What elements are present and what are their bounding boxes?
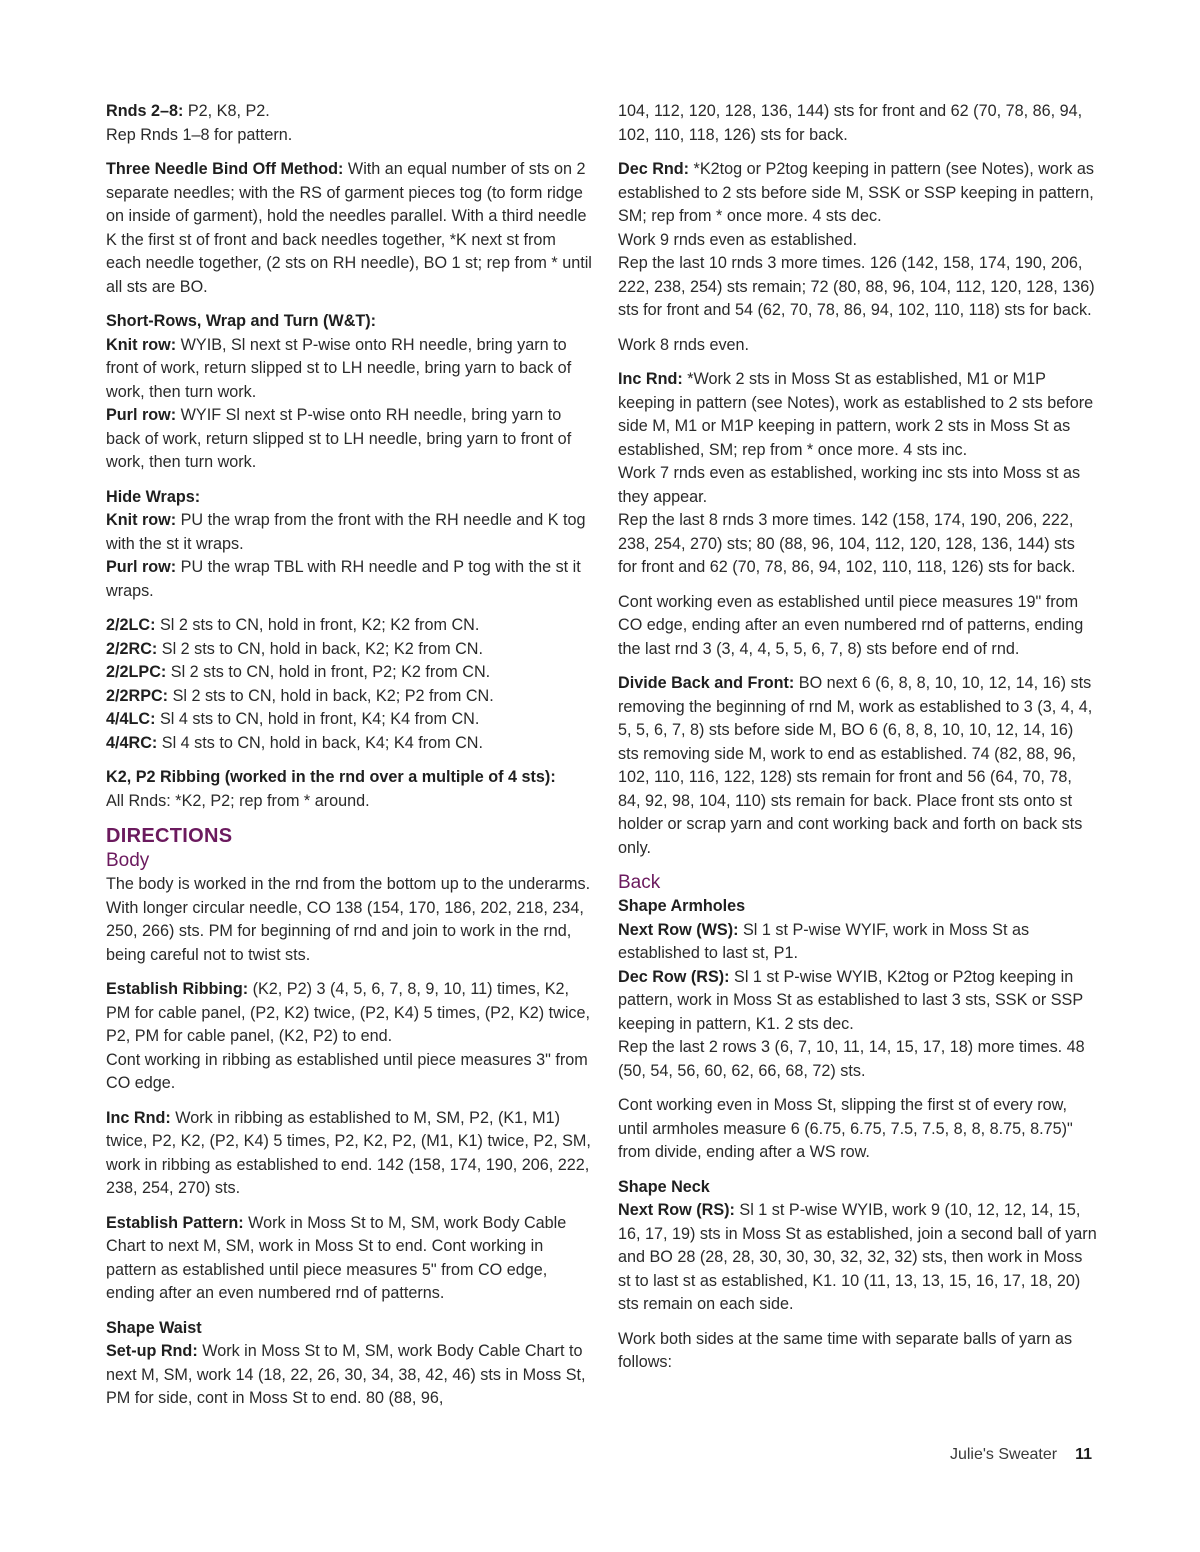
dec-rnd-work: Work 9 rnds even as established. xyxy=(618,230,858,249)
shape-neck-heading: Shape Neck xyxy=(618,1177,710,1196)
dec-rnd-label: Dec Rnd: xyxy=(618,160,690,178)
cable-label: 4/4LC: xyxy=(106,710,156,728)
establish-ribbing-text: (K2, P2) 3 (4, 5, 6, 7, 8, 9, 10, 11) times, K2, PM for cable panel, (P2, K2) twice, (P2, K4) 5 times, (P2, K2) twice, P2, PM for cable panel, (K2, P2) to end. xyxy=(106,980,591,1045)
dec-rnd-text: *K2tog or P2tog keeping in pattern (see Notes), work as established to 2 sts before side M, SSK or SSP keeping in pattern, SM; rep from * once more. 4 sts dec. xyxy=(618,160,1094,225)
hide-wraps-block xyxy=(106,486,594,604)
hide-wraps-purl-text: PU the wrap TBL with RH needle and P tog with the st it wraps. xyxy=(106,558,581,600)
page-footer xyxy=(950,1446,1092,1464)
rnds-2-8-text: P2, K8, P2. xyxy=(183,102,270,120)
work-8-rnds-block xyxy=(618,334,1098,358)
page-number: 11 xyxy=(1075,1446,1092,1463)
cable-label: 2/2RPC: xyxy=(106,686,169,705)
three-needle-bind-off-label: Three Needle Bind Off Method: xyxy=(106,160,344,178)
cont-even-block xyxy=(618,591,1098,662)
short-rows-knit-row xyxy=(106,334,594,405)
dec-rnd-line xyxy=(618,158,1098,229)
establish-ribbing-line xyxy=(106,978,594,1049)
dec-row-rs-line xyxy=(618,966,1098,1037)
shape-waist-block xyxy=(106,1317,594,1411)
three-needle-bind-off-text: With an equal number of sts on 2 separate needles; with the RS of garment pieces tog (to form ridge on inside of garment), hold the needles parallel. With a third needle K the first st of front and back needles together, *K next st from each needle together, (2 sts on RH needle), BO 1 st; rep from * until all sts are BO. xyxy=(106,160,592,296)
moss-cont-text: Cont working even in Moss St, slipping the first st of every row, until armholes measure 6 (6.75, 6.75, 7.5, 7.5, 8, 8, 8.75, 8.75)" from divide, ending after a WS row. xyxy=(618,1096,1073,1161)
shape-neck-block xyxy=(618,1176,1098,1317)
ribbing-text: All Rnds: *K2, P2; rep from * around. xyxy=(106,791,370,810)
cable-2-2lpc xyxy=(106,661,594,685)
cable-text: Sl 4 sts to CN, hold in front, K4; K4 from CN. xyxy=(155,710,480,728)
next-row-ws-line xyxy=(618,919,1098,966)
body-intro-text: The body is worked in the rnd from the bottom up to the underarms. xyxy=(106,875,591,893)
cable-label: 2/2LC: xyxy=(106,616,156,634)
inc-rnd-line xyxy=(618,368,1098,462)
short-rows-knit-text: WYIB, Sl next st P-wise onto RH needle, bring yarn to front of work, return slipped st to LH needle, bring yarn to back of work, then turn work. xyxy=(106,335,572,401)
dec-rnd-repeat: Rep the last 10 rnds 3 more times. 126 (142, 158, 174, 190, 206, 222, 238, 254) sts remain; 72 (80, 88, 96, 104, 112, 120, 128, 136) sts for front and 54 (62, 70, 78, 86, 94, 102, 110, 118) sts for back. xyxy=(618,254,1095,319)
establish-ribbing-block xyxy=(106,978,594,1096)
body-cast-on-text: With longer circular needle, CO 138 (154, 170, 186, 202, 218, 234, 250, 266) sts. PM for beginning of rnd and join to work in the rnd, being careful not to twist sts. xyxy=(106,898,584,964)
hide-wraps-knit-text: PU the wrap from the front with the RH needle and K tog with the st it wraps. xyxy=(106,511,586,553)
footer-title: Julie's Sweater xyxy=(949,1446,1058,1463)
cable-label: 2/2LPC: xyxy=(106,663,167,681)
moss-cont-block xyxy=(618,1094,1098,1165)
rep-rnds-text: Rep Rnds 1–8 for pattern. xyxy=(106,125,293,144)
ribbing-block xyxy=(106,766,594,813)
continued-block xyxy=(618,100,1098,147)
next-row-rs-text: Sl 1 st P-wise WYIB, work 9 (10, 12, 12, 14, 15, 16, 17, 19) sts in Moss St as established, join a second ball of yarn and BO 28 (28, 28, 30, 30, 30, 32, 32, 32) sts, then work in Moss st to last st as established, K1. 10 (11, 13, 13, 15, 16, 17, 18, 20) sts remain on each side. xyxy=(618,1201,1097,1313)
hide-wraps-purl-row xyxy=(106,556,594,603)
inc-rnd-ribbing-block xyxy=(106,1107,594,1201)
rnds-2-8-block xyxy=(106,100,594,147)
cable-text: Sl 2 sts to CN, hold in back, K2; K2 from CN. xyxy=(157,639,483,658)
cable-text: Sl 2 sts to CN, hold in front, P2; K2 from CN. xyxy=(166,663,491,681)
cable-text: Sl 2 sts to CN, hold in front, K2; K2 from CN. xyxy=(155,616,480,634)
shape-armholes-heading: Shape Armholes xyxy=(618,897,746,915)
inc-rnd-block xyxy=(618,368,1098,580)
hide-wraps-knit-row xyxy=(106,509,594,556)
cable-abbreviations-block xyxy=(106,614,594,755)
inc-rnd-label: Inc Rnd: xyxy=(618,370,683,388)
setup-rnd-line xyxy=(106,1340,594,1411)
shape-waist-heading: Shape Waist xyxy=(106,1318,202,1337)
continued-text: 104, 112, 120, 128, 136, 144) sts for front and 62 (70, 78, 86, 94, 102, 110, 118, 126) sts for back. xyxy=(618,102,1083,144)
body-intro-block xyxy=(106,873,594,967)
work-8-rnds-text: Work 8 rnds even. xyxy=(618,335,750,354)
next-row-rs-label: Next Row (RS): xyxy=(618,1201,735,1219)
inc-rnd-text: *Work 2 sts in Moss St as established, M1 or M1P keeping in pattern (see Notes), work as established to 2 sts before side M, M1 or M1P keeping in pattern, work 2 sts in Moss St as established, SM; rep from * once more. 4 sts inc. xyxy=(618,370,1094,459)
right-column xyxy=(618,100,1098,1386)
dec-row-repeat: Rep the last 2 rows 3 (6, 7, 10, 11, 14, 15, 17, 18) more times. 48 (50, 54, 56, 60, 62, 66, 68, 72) sts. xyxy=(618,1038,1085,1080)
cable-4-4rc xyxy=(106,732,594,756)
body-heading: Body xyxy=(106,850,150,871)
dec-row-rs-label: Dec Row (RS): xyxy=(618,967,730,986)
establish-ribbing-cont: Cont working in ribbing as established until piece measures 3" from CO edge. xyxy=(106,1050,588,1092)
cable-text: Sl 2 sts to CN, hold in back, K2; P2 from CN. xyxy=(168,686,494,705)
divide-block xyxy=(618,672,1098,860)
inc-rnd-text: Work in ribbing as established to M, SM, P2, (K1, M1) twice, P2, K2, (P2, K4) 5 times, P2, K2, P2, (M1, K1) twice, P2, SM, work in ribbing as established to end. 142 (158, 174, 190, 206, 222, 238, 254, 270) sts. xyxy=(106,1108,591,1197)
short-rows-heading: Short-Rows, Wrap and Turn (W&T): xyxy=(106,312,377,330)
next-row-ws-text: Sl 1 st P-wise WYIF, work in Moss St as established to last st, P1. xyxy=(618,920,1030,962)
divide-text: BO next 6 (6, 8, 8, 10, 10, 12, 14, 16) sts removing the beginning of rnd M, work as established to 3 (3, 4, 4, 5, 5, 6, 7, 8) sts before side M, BO 6 (6, 8, 8, 10, 10, 12, 14, 16) sts removing side M, work to end as established. 74 (82, 88, 96, 102, 110, 116, 122, 128) sts remain for front and 56 (64, 70, 78, 84, 92, 98, 104, 110) sts remain for back. Place front sts onto st holder or scrap yarn and cont working back and forth on back sts only. xyxy=(618,674,1093,857)
left-column xyxy=(106,100,594,1422)
short-rows-knit-label: Knit row: xyxy=(106,335,177,354)
establish-ribbing-label: Establish Ribbing: xyxy=(106,980,249,998)
both-sides-text: Work both sides at the same time with separate balls of yarn as follows: xyxy=(618,1329,1073,1371)
next-row-rs-line xyxy=(618,1199,1098,1317)
divide-label: Divide Back and Front: xyxy=(618,674,795,692)
inc-rnd-work: Work 7 rnds even as established, working inc sts into Moss st as they appear. xyxy=(618,464,1081,506)
short-rows-purl-row xyxy=(106,404,594,475)
hide-wraps-heading: Hide Wraps: xyxy=(106,487,201,506)
setup-rnd-text: Work in Moss St to M, SM, work Body Cable Chart to next M, SM, work 14 (18, 22, 26, 30, 34, 38, 42, 46) sts in Moss St, PM for side, cont in Moss St to end. 80 (88, 96, xyxy=(106,1342,586,1407)
short-rows-purl-label: Purl row: xyxy=(106,406,177,424)
rnds-2-8-label: Rnds 2–8: xyxy=(106,102,184,120)
ribbing-heading: K2, P2 Ribbing (worked in the rnd over a multiple of 4 sts): xyxy=(106,768,556,786)
cable-2-2rpc xyxy=(106,685,594,709)
cable-2-2rc xyxy=(106,638,594,662)
short-rows-purl-text: WYIF Sl next st P-wise onto RH needle, bring yarn to back of work, return slipped st to LH needle, bring yarn to front of work, then turn work. xyxy=(106,406,572,471)
dec-rnd-block xyxy=(618,158,1098,323)
cable-label: 4/4RC: xyxy=(106,733,158,752)
cable-text: Sl 4 sts to CN, hold in back, K4; K4 from CN. xyxy=(157,733,483,752)
hide-wraps-purl-label: Purl row: xyxy=(106,558,177,576)
back-heading: Back xyxy=(618,872,661,893)
establish-pattern-text: Work in Moss St to M, SM, work Body Cable Chart to next M, SM, work in Moss St to end. Cont working in pattern as established until piece measures 5" from CO edge, ending after an even numbered rnd of patterns. xyxy=(106,1213,567,1302)
establish-pattern-label: Establish Pattern: xyxy=(106,1213,244,1232)
cont-even-text: Cont working even as established until piece measures 19" from CO edge, ending after an even numbered rnd of patterns, ending the last rnd 3 (3, 4, 4, 5, 5, 6, 7, 8) sts before end of rnd. xyxy=(618,592,1084,658)
directions-heading: DIRECTIONS xyxy=(106,825,233,847)
rnds-2-8-line xyxy=(106,100,594,124)
shape-armholes-block xyxy=(618,895,1098,1083)
short-rows-block xyxy=(106,310,594,475)
inc-rnd-label: Inc Rnd: xyxy=(106,1108,171,1127)
setup-rnd-label: Set-up Rnd: xyxy=(106,1342,198,1360)
cable-label: 2/2RC: xyxy=(106,639,158,658)
both-sides-block xyxy=(618,1328,1098,1375)
establish-pattern-block xyxy=(106,1212,594,1306)
hide-wraps-knit-label: Knit row: xyxy=(106,511,177,529)
cable-2-2lc xyxy=(106,614,594,638)
inc-rnd-repeat: Rep the last 8 rnds 3 more times. 142 (158, 174, 190, 206, 222, 238, 254, 270) sts; 80 (88, 96, 104, 112, 120, 128, 136, 144) sts for front and 62 (70, 78, 86, 94, 102, 110, 118, 126) sts for back. xyxy=(618,511,1076,576)
cable-4-4lc xyxy=(106,708,594,732)
next-row-ws-label: Next Row (WS): xyxy=(618,920,739,939)
dec-row-rs-text: Sl 1 st P-wise WYIB, K2tog or P2tog keeping in pattern, work in Moss St as established to last 3 sts, SSK or SSP keeping in pattern, K1. 2 sts dec. xyxy=(618,967,1083,1033)
three-needle-bind-off-block xyxy=(106,158,594,299)
